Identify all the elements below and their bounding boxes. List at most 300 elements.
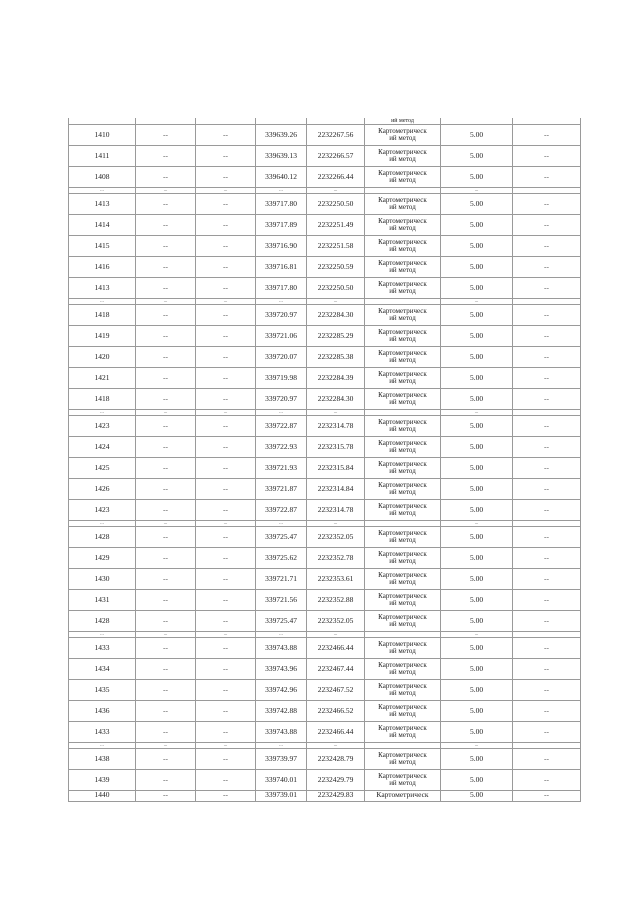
error-cell: 5.00 xyxy=(441,527,513,548)
point-number-cell: 1420 xyxy=(69,347,136,368)
separator-cell: ... xyxy=(136,188,196,194)
method-line-2: ий метод xyxy=(389,731,416,739)
point-number-cell: 1434 xyxy=(69,659,136,680)
method-line-2: ий метод xyxy=(389,425,416,433)
point-number-cell: 1431 xyxy=(69,590,136,611)
separator-cell: ... xyxy=(69,521,136,527)
method-line-2: ий метод xyxy=(389,314,416,322)
y-coordinate-cell: 2232251.49 xyxy=(307,215,365,236)
y-coordinate-cell: 2232285.29 xyxy=(307,326,365,347)
separator-cell: ... xyxy=(136,410,196,416)
empty-cell-c: -- xyxy=(513,194,581,215)
method-line-1: Картометрическ xyxy=(378,480,427,489)
empty-cell-a: -- xyxy=(136,590,196,611)
error-cell: 5.00 xyxy=(441,611,513,632)
x-coordinate-cell: 339725.47 xyxy=(256,611,307,632)
point-number-cell: 1423 xyxy=(69,416,136,437)
empty-cell-c: -- xyxy=(513,791,581,802)
error-cell: 5.00 xyxy=(441,146,513,167)
separator-cell: ... xyxy=(441,743,513,749)
point-number-cell: 1415 xyxy=(69,236,136,257)
coordinates-table-sheet xyxy=(68,118,580,802)
method-line-1: Картометрическ xyxy=(378,126,427,135)
method-line-1: Картометрическ xyxy=(378,195,427,204)
method-cell xyxy=(365,479,441,500)
x-coordinate-cell: 339639.26 xyxy=(256,125,307,146)
empty-cell-c: -- xyxy=(513,146,581,167)
empty-cell-c: -- xyxy=(513,347,581,368)
y-coordinate-cell: 2232285.38 xyxy=(307,347,365,368)
x-coordinate-cell: 339743.96 xyxy=(256,659,307,680)
y-coordinate-cell: 2232352.78 xyxy=(307,548,365,569)
point-number-cell: 1423 xyxy=(69,500,136,521)
method-cell xyxy=(365,659,441,680)
separator-cell: ... xyxy=(256,188,307,194)
point-number-cell: 1428 xyxy=(69,611,136,632)
error-cell: 5.00 xyxy=(441,569,513,590)
empty-cell-c: -- xyxy=(513,305,581,326)
separator-cell: ... xyxy=(136,521,196,527)
method-cell xyxy=(365,770,441,791)
point-number-cell: 1416 xyxy=(69,257,136,278)
method-cell xyxy=(365,125,441,146)
empty-cell-a: -- xyxy=(136,500,196,521)
empty-cell-b: -- xyxy=(196,590,256,611)
method-line-2: ий метод xyxy=(389,758,416,766)
empty-cell-a: -- xyxy=(136,458,196,479)
x-coordinate-cell: 339721.93 xyxy=(256,458,307,479)
empty-cell-a: -- xyxy=(136,278,196,299)
method-cell xyxy=(365,680,441,701)
empty-cell-c: -- xyxy=(513,638,581,659)
empty-cell-a: -- xyxy=(136,167,196,188)
y-coordinate-cell: 2232466.52 xyxy=(307,701,365,722)
empty-cell-c: -- xyxy=(513,389,581,410)
method-line-2: ий метод xyxy=(389,134,416,142)
empty-cell-a: -- xyxy=(136,569,196,590)
table-row xyxy=(69,458,581,479)
x-coordinate-cell: 339721.56 xyxy=(256,590,307,611)
method-cell xyxy=(365,611,441,632)
table-row xyxy=(69,257,581,278)
empty-cell-b: -- xyxy=(196,389,256,410)
x-coordinate-cell: 339739.01 xyxy=(256,791,307,802)
x-coordinate-cell: 339717.89 xyxy=(256,215,307,236)
error-cell: 5.00 xyxy=(441,458,513,479)
empty-cell-b: -- xyxy=(196,569,256,590)
empty-cell-b: -- xyxy=(196,548,256,569)
method-cell: ий метод xyxy=(365,118,441,125)
empty-cell-a: -- xyxy=(136,680,196,701)
method-line-2: ий метод xyxy=(389,203,416,211)
empty-cell-b: -- xyxy=(196,659,256,680)
y-coordinate-cell: 2232466.44 xyxy=(307,638,365,659)
point-number-cell: 1426 xyxy=(69,479,136,500)
empty-cell-b: -- xyxy=(196,167,256,188)
x-coordinate-cell: 339725.47 xyxy=(256,527,307,548)
table-row xyxy=(69,701,581,722)
method-line-2: ий метод xyxy=(389,509,416,517)
coordinates-table xyxy=(68,118,581,802)
y-coordinate-cell: 2232315.84 xyxy=(307,458,365,479)
method-cell xyxy=(365,569,441,590)
separator-cell: ... xyxy=(69,632,136,638)
method-line-1: Картометрическ xyxy=(378,459,427,468)
method-cell xyxy=(365,416,441,437)
empty-cell-b: -- xyxy=(196,257,256,278)
empty-cell-b: -- xyxy=(196,791,256,802)
empty-cell-c: -- xyxy=(513,326,581,347)
x-coordinate-cell: 339740.01 xyxy=(256,770,307,791)
empty-cell-c: -- xyxy=(513,257,581,278)
error-cell: 5.00 xyxy=(441,770,513,791)
method-cell xyxy=(365,437,441,458)
method-line-2: ий метод xyxy=(389,356,416,364)
empty-cell-c: -- xyxy=(513,749,581,770)
method-line-1: Картометрическ xyxy=(378,369,427,378)
error-cell: 5.00 xyxy=(441,305,513,326)
y-coordinate-cell: 2232266.57 xyxy=(307,146,365,167)
x-coordinate-cell: 339743.88 xyxy=(256,722,307,743)
y-coordinate-cell: 2232353.61 xyxy=(307,569,365,590)
point-number-cell: 1410 xyxy=(69,125,136,146)
y-coordinate-cell: 2232250.50 xyxy=(307,194,365,215)
method-cell xyxy=(365,368,441,389)
empty-cell-b: -- xyxy=(196,680,256,701)
empty-cell-b: -- xyxy=(196,125,256,146)
table-row xyxy=(69,749,581,770)
x-coordinate-cell: 339640.12 xyxy=(256,167,307,188)
empty-cell-c: -- xyxy=(513,125,581,146)
table-row xyxy=(69,611,581,632)
y-coordinate-cell: 2232314.78 xyxy=(307,500,365,521)
method-cell: Картометрическ xyxy=(365,791,441,802)
separator-cell: ... xyxy=(307,632,365,638)
empty-cell-c: -- xyxy=(513,590,581,611)
method-cell xyxy=(365,722,441,743)
table-row xyxy=(69,437,581,458)
separator-cell: ... xyxy=(256,299,307,305)
method-line-1: Картометрическ xyxy=(378,591,427,600)
method-line-2: ий метод xyxy=(389,155,416,163)
table-row xyxy=(69,638,581,659)
separator-cell: ... xyxy=(441,188,513,194)
empty-cell-c: -- xyxy=(513,368,581,389)
point-number-cell: 1436 xyxy=(69,701,136,722)
empty-cell-b: -- xyxy=(196,749,256,770)
empty-cell-c: -- xyxy=(513,167,581,188)
empty-cell-a: -- xyxy=(136,389,196,410)
method-cell xyxy=(365,590,441,611)
method-line-1: Картометрическ xyxy=(378,528,427,537)
method-line-2: ий метод xyxy=(389,578,416,586)
error-cell: 5.00 xyxy=(441,236,513,257)
point-number-cell: 1438 xyxy=(69,749,136,770)
empty-cell-a: -- xyxy=(136,548,196,569)
separator-cell: ... xyxy=(136,299,196,305)
method-cell xyxy=(365,548,441,569)
separator-cell: ... xyxy=(256,632,307,638)
empty-cell-a: -- xyxy=(136,305,196,326)
error-cell: 5.00 xyxy=(441,590,513,611)
table-row xyxy=(69,416,581,437)
method-line-1: Картометрическ xyxy=(378,639,427,648)
x-coordinate-cell: 339720.07 xyxy=(256,347,307,368)
separator-cell: ... xyxy=(256,410,307,416)
error-cell: 5.00 xyxy=(441,500,513,521)
separator-cell: ... xyxy=(69,188,136,194)
y-coordinate-cell: 2232284.30 xyxy=(307,389,365,410)
separator-cell: ... xyxy=(196,410,256,416)
x-coordinate-cell: 339717.80 xyxy=(256,278,307,299)
y-coordinate-cell: 2232251.58 xyxy=(307,236,365,257)
empty-cell-a: -- xyxy=(136,791,196,802)
method-line-2: ий метод xyxy=(389,557,416,565)
table-row xyxy=(69,500,581,521)
method-line-2: ий метод xyxy=(389,689,416,697)
separator-cell: ... xyxy=(441,299,513,305)
separator-cell: ... xyxy=(69,743,136,749)
x-coordinate-cell: 339742.96 xyxy=(256,680,307,701)
x-coordinate-cell: 339721.87 xyxy=(256,479,307,500)
table-row xyxy=(69,278,581,299)
table-row xyxy=(69,659,581,680)
empty-cell-b: -- xyxy=(196,770,256,791)
separator-cell: ... xyxy=(136,632,196,638)
error-cell: 5.00 xyxy=(441,791,513,802)
point-number-cell: 1414 xyxy=(69,215,136,236)
empty-cell-c: -- xyxy=(513,479,581,500)
method-cell xyxy=(365,527,441,548)
x-coordinate-cell: 339716.81 xyxy=(256,257,307,278)
x-coordinate-cell: 339743.88 xyxy=(256,638,307,659)
empty-cell-b: -- xyxy=(196,368,256,389)
empty-cell-b: -- xyxy=(196,326,256,347)
point-number-cell: 1418 xyxy=(69,305,136,326)
empty-cell-b: -- xyxy=(196,638,256,659)
error-cell: 5.00 xyxy=(441,257,513,278)
y-coordinate-cell: 2232284.39 xyxy=(307,368,365,389)
method-line-1: Картометрическ xyxy=(378,327,427,336)
separator-cell: ... xyxy=(441,521,513,527)
error-cell: 5.00 xyxy=(441,701,513,722)
table-row xyxy=(69,146,581,167)
table-row xyxy=(69,569,581,590)
x-coordinate-cell: 339721.71 xyxy=(256,569,307,590)
empty-cell-c: -- xyxy=(513,458,581,479)
empty-cell-c: -- xyxy=(513,680,581,701)
empty-cell-c: -- xyxy=(513,770,581,791)
empty-cell-c: -- xyxy=(513,278,581,299)
method-line-2: ий метод xyxy=(389,176,416,184)
method-line-2: ий метод xyxy=(389,710,416,718)
separator-cell: ... xyxy=(196,632,256,638)
x-coordinate-cell: 339716.90 xyxy=(256,236,307,257)
x-coordinate-cell: 339717.80 xyxy=(256,194,307,215)
error-cell: 5.00 xyxy=(441,215,513,236)
empty-cell-c: -- xyxy=(513,659,581,680)
method-line-1: Картометрическ xyxy=(378,147,427,156)
method-line-1: Картометрическ xyxy=(378,660,427,669)
x-coordinate-cell: 339739.97 xyxy=(256,749,307,770)
point-number-cell: 1413 xyxy=(69,194,136,215)
error-cell: 5.00 xyxy=(441,368,513,389)
point-number-cell: 1421 xyxy=(69,368,136,389)
method-cell xyxy=(365,257,441,278)
separator-cell: ... xyxy=(196,521,256,527)
method-cell xyxy=(365,278,441,299)
empty-cell-c: -- xyxy=(513,215,581,236)
y-coordinate-cell: 2232466.44 xyxy=(307,722,365,743)
method-line-2: ий метод xyxy=(389,467,416,475)
error-cell: 5.00 xyxy=(441,749,513,770)
point-number-cell: 1411 xyxy=(69,146,136,167)
method-line-1: Картометрическ xyxy=(378,702,427,711)
error-cell: 5.00 xyxy=(441,278,513,299)
empty-cell-a: -- xyxy=(136,257,196,278)
x-coordinate-cell: 339719.98 xyxy=(256,368,307,389)
method-cell xyxy=(365,749,441,770)
table-row xyxy=(69,236,581,257)
separator-cell: ... xyxy=(307,410,365,416)
table-row xyxy=(69,326,581,347)
separator-cell: ... xyxy=(196,299,256,305)
method-cell xyxy=(365,389,441,410)
x-coordinate-cell: 339742.88 xyxy=(256,701,307,722)
error-cell: 5.00 xyxy=(441,437,513,458)
empty-cell-b: -- xyxy=(196,416,256,437)
x-coordinate-cell: 339722.87 xyxy=(256,500,307,521)
separator-cell: ... xyxy=(69,299,136,305)
method-line-1: Картометрическ xyxy=(378,570,427,579)
table-row xyxy=(69,479,581,500)
y-coordinate-cell: 2232352.88 xyxy=(307,590,365,611)
method-line-2: ий метод xyxy=(389,488,416,496)
empty-cell-b: -- xyxy=(196,278,256,299)
y-coordinate-cell: 2232467.52 xyxy=(307,680,365,701)
method-cell xyxy=(365,194,441,215)
empty-cell-b: -- xyxy=(196,215,256,236)
error-cell: 5.00 xyxy=(441,680,513,701)
method-line-1: Картометрическ xyxy=(378,771,427,780)
method-cell xyxy=(365,638,441,659)
empty-cell-a: -- xyxy=(136,215,196,236)
empty-cell-c: -- xyxy=(513,500,581,521)
table-row xyxy=(69,347,581,368)
empty-cell-a: -- xyxy=(136,722,196,743)
method-line-2: ий метод xyxy=(389,446,416,454)
y-coordinate-cell: 2232266.44 xyxy=(307,167,365,188)
empty-cell-a: -- xyxy=(136,479,196,500)
method-cell xyxy=(365,326,441,347)
empty-cell-c: -- xyxy=(513,548,581,569)
error-cell: 5.00 xyxy=(441,659,513,680)
table-row xyxy=(69,590,581,611)
method-line-2: ий метод xyxy=(389,779,416,787)
table-row xyxy=(69,389,581,410)
empty-cell-c: -- xyxy=(513,416,581,437)
method-line-1: Картометрическ xyxy=(378,390,427,399)
method-cell xyxy=(365,236,441,257)
x-coordinate-cell: 339639.13 xyxy=(256,146,307,167)
x-coordinate-cell: 339720.97 xyxy=(256,305,307,326)
table-row xyxy=(69,215,581,236)
point-number-cell: 1433 xyxy=(69,638,136,659)
separator-cell: ... xyxy=(307,188,365,194)
empty-cell-b: -- xyxy=(196,611,256,632)
point-number-cell: 1419 xyxy=(69,326,136,347)
empty-cell-a: -- xyxy=(136,236,196,257)
method-line-2: ий метод xyxy=(389,377,416,385)
point-number-cell: 1418 xyxy=(69,389,136,410)
table-row xyxy=(69,548,581,569)
empty-cell-b: -- xyxy=(196,527,256,548)
separator-cell: ... xyxy=(136,743,196,749)
empty-cell-b: -- xyxy=(196,722,256,743)
error-cell: 5.00 xyxy=(441,722,513,743)
method-line-1: Картометрическ xyxy=(378,348,427,357)
separator-cell: ... xyxy=(196,188,256,194)
empty-cell-a: -- xyxy=(136,194,196,215)
table-row xyxy=(69,194,581,215)
table-row xyxy=(69,167,581,188)
y-coordinate-cell: 2232314.78 xyxy=(307,416,365,437)
method-cell xyxy=(365,305,441,326)
point-number-cell: 1408 xyxy=(69,167,136,188)
empty-cell-b: -- xyxy=(196,458,256,479)
method-cell xyxy=(365,146,441,167)
empty-cell-c: -- xyxy=(513,701,581,722)
method-line-1: Картометрическ xyxy=(378,237,427,246)
point-number-cell: 1428 xyxy=(69,527,136,548)
method-line-1: Картометрическ xyxy=(378,168,427,177)
method-line-2: ий метод xyxy=(389,647,416,655)
y-coordinate-cell: 2232284.30 xyxy=(307,305,365,326)
empty-cell-b: -- xyxy=(196,500,256,521)
y-coordinate-cell: 2232428.79 xyxy=(307,749,365,770)
point-number-cell: 1413 xyxy=(69,278,136,299)
separator-cell: ... xyxy=(196,743,256,749)
separator-cell: ... xyxy=(307,521,365,527)
empty-cell-b: -- xyxy=(196,479,256,500)
method-cell xyxy=(365,458,441,479)
method-line-1: Картометрическ xyxy=(378,501,427,510)
y-coordinate-cell: 2232267.56 xyxy=(307,125,365,146)
method-line-2: ий метод xyxy=(389,536,416,544)
method-line-1: Картометрическ xyxy=(378,723,427,732)
y-coordinate-cell: 2232352.05 xyxy=(307,611,365,632)
empty-cell-c: -- xyxy=(513,437,581,458)
method-line-1: Картометрическ xyxy=(378,438,427,447)
x-coordinate-cell: 339722.87 xyxy=(256,416,307,437)
method-line-2: ий метод xyxy=(389,398,416,406)
method-cell xyxy=(365,167,441,188)
method-line-1: Картометрическ xyxy=(378,279,427,288)
x-coordinate-cell: 339721.06 xyxy=(256,326,307,347)
table-row xyxy=(69,125,581,146)
point-number-cell: 1424 xyxy=(69,437,136,458)
table-row xyxy=(69,305,581,326)
x-coordinate-cell: 339725.62 xyxy=(256,548,307,569)
method-line-1: Картометрическ xyxy=(378,750,427,759)
empty-cell-a: -- xyxy=(136,125,196,146)
empty-cell-a: -- xyxy=(136,368,196,389)
error-cell: 5.00 xyxy=(441,125,513,146)
method-line-1: Картометрическ xyxy=(378,681,427,690)
empty-cell-b: -- xyxy=(196,146,256,167)
empty-cell-b: -- xyxy=(196,194,256,215)
empty-cell-a: -- xyxy=(136,347,196,368)
